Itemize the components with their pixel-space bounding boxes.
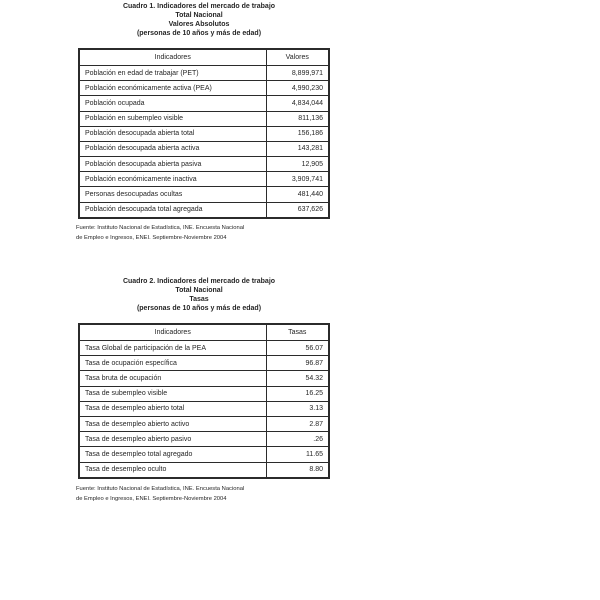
cuadro1-source-line2: de Empleo e Ingresos, ENEI. Septiembre-Noviembre 2004 bbox=[76, 234, 227, 241]
table-row bbox=[79, 341, 329, 356]
indicator-cell: Tasa de subempleo visible bbox=[79, 386, 266, 401]
indicator-cell: Población desocupada abierta activa bbox=[79, 141, 266, 156]
cuadro1-title-line2: Total Nacional bbox=[175, 12, 223, 19]
cuadro2-title-line1: Cuadro 2. Indicadores del mercado de trabajo bbox=[122, 278, 276, 285]
table-row bbox=[79, 66, 329, 81]
cuadro2-source-line2: de Empleo e Ingresos, ENEI. Septiembre-Noviembre 2004 bbox=[76, 495, 227, 502]
value-cell: 156,186 bbox=[266, 126, 329, 141]
value-cell: 143,281 bbox=[266, 141, 329, 156]
table-row bbox=[79, 172, 329, 187]
indicator-cell: Población en subempleo visible bbox=[79, 111, 266, 126]
indicator-cell: Tasa de ocupación específica bbox=[79, 356, 266, 371]
cuadro2-header-row bbox=[79, 324, 329, 341]
cuadro1-source bbox=[76, 224, 336, 243]
indicator-cell: Población desocupada abierta pasiva bbox=[79, 157, 266, 172]
indicator-cell: Población ocupada bbox=[79, 96, 266, 111]
value-cell: 4,834,044 bbox=[266, 96, 329, 111]
indicator-cell: Tasa de desempleo abierto activo bbox=[79, 416, 266, 431]
cuadro1-header-valores: Valores bbox=[266, 49, 329, 66]
value-cell: 481,440 bbox=[266, 187, 329, 202]
cuadro2-header-indicadores: Indicadores bbox=[79, 324, 266, 341]
cuadro1-header-indicadores: Indicadores bbox=[79, 49, 266, 66]
cuadro1-title-line3: Valores Absolutos bbox=[168, 21, 230, 28]
table-row bbox=[79, 141, 329, 156]
table-row bbox=[79, 416, 329, 431]
cuadro2-title bbox=[70, 277, 328, 313]
cuadro2-header-tasas: Tasas bbox=[266, 324, 329, 341]
cuadro1-table bbox=[78, 48, 330, 219]
table-row bbox=[79, 111, 329, 126]
table-row bbox=[79, 202, 329, 218]
cuadro1-title-line1: Cuadro 1. Indicadores del mercado de trabajo bbox=[122, 3, 276, 10]
cuadro2-source bbox=[76, 485, 336, 504]
value-cell: 811,136 bbox=[266, 111, 329, 126]
table-row bbox=[79, 432, 329, 447]
cuadro2-title-line2: Total Nacional bbox=[175, 287, 223, 294]
cuadro1-title bbox=[70, 2, 328, 38]
cuadro2-source-line1: Fuente: Instituto Nacional de Estadística, INE. Encuesta Nacional bbox=[76, 486, 245, 492]
table-row bbox=[79, 401, 329, 416]
cuadro2-table bbox=[78, 323, 330, 479]
table-row bbox=[79, 447, 329, 462]
table-row bbox=[79, 386, 329, 401]
table-row bbox=[79, 462, 329, 478]
cuadro1-title-line4: (personas de 10 años y más de edad) bbox=[136, 30, 262, 37]
table-row bbox=[79, 187, 329, 202]
value-cell: 637,626 bbox=[266, 202, 329, 218]
indicator-cell: Tasa bruta de ocupación bbox=[79, 371, 266, 386]
value-cell: 4,990,230 bbox=[266, 81, 329, 96]
indicator-cell: Tasa Global de participación de la PEA bbox=[79, 341, 266, 356]
value-cell: 56.07 bbox=[266, 341, 329, 356]
value-cell: 2.87 bbox=[266, 416, 329, 431]
indicator-cell: Tasa de desempleo abierto pasivo bbox=[79, 432, 266, 447]
cuadro1-header-row bbox=[79, 49, 329, 66]
cuadro2-title-line3: Tasas bbox=[189, 296, 209, 303]
cuadro1-source-line1: Fuente: Instituto Nacional de Estadística, INE. Encuesta Nacional bbox=[76, 225, 245, 231]
indicator-cell: Personas desocupadas ocultas bbox=[79, 187, 266, 202]
cuadro2-title-line4: (personas de 10 años y más de edad) bbox=[136, 305, 262, 312]
indicator-cell: Población desocupada total agregada bbox=[79, 202, 266, 218]
indicator-cell: Población económicamente activa (PEA) bbox=[79, 81, 266, 96]
indicator-cell: Población económicamente inactiva bbox=[79, 172, 266, 187]
table-row bbox=[79, 81, 329, 96]
indicator-cell: Tasa de desempleo abierto total bbox=[79, 401, 266, 416]
table-row bbox=[79, 157, 329, 172]
value-cell: 8.80 bbox=[266, 462, 329, 478]
value-cell: 8,899,971 bbox=[266, 66, 329, 81]
value-cell: 96.87 bbox=[266, 356, 329, 371]
value-cell: .26 bbox=[266, 432, 329, 447]
indicator-cell: Población desocupada abierta total bbox=[79, 126, 266, 141]
table-row bbox=[79, 371, 329, 386]
table-row bbox=[79, 96, 329, 111]
value-cell: 12,905 bbox=[266, 157, 329, 172]
indicator-cell: Tasa de desempleo total agregado bbox=[79, 447, 266, 462]
value-cell: 16.25 bbox=[266, 386, 329, 401]
indicator-cell: Tasa de desempleo oculto bbox=[79, 462, 266, 478]
value-cell: 54.32 bbox=[266, 371, 329, 386]
table-row bbox=[79, 356, 329, 371]
value-cell: 3,909,741 bbox=[266, 172, 329, 187]
value-cell: 3.13 bbox=[266, 401, 329, 416]
indicator-cell: Población en edad de trabajar (PET) bbox=[79, 66, 266, 81]
table-row bbox=[79, 126, 329, 141]
value-cell: 11.65 bbox=[266, 447, 329, 462]
